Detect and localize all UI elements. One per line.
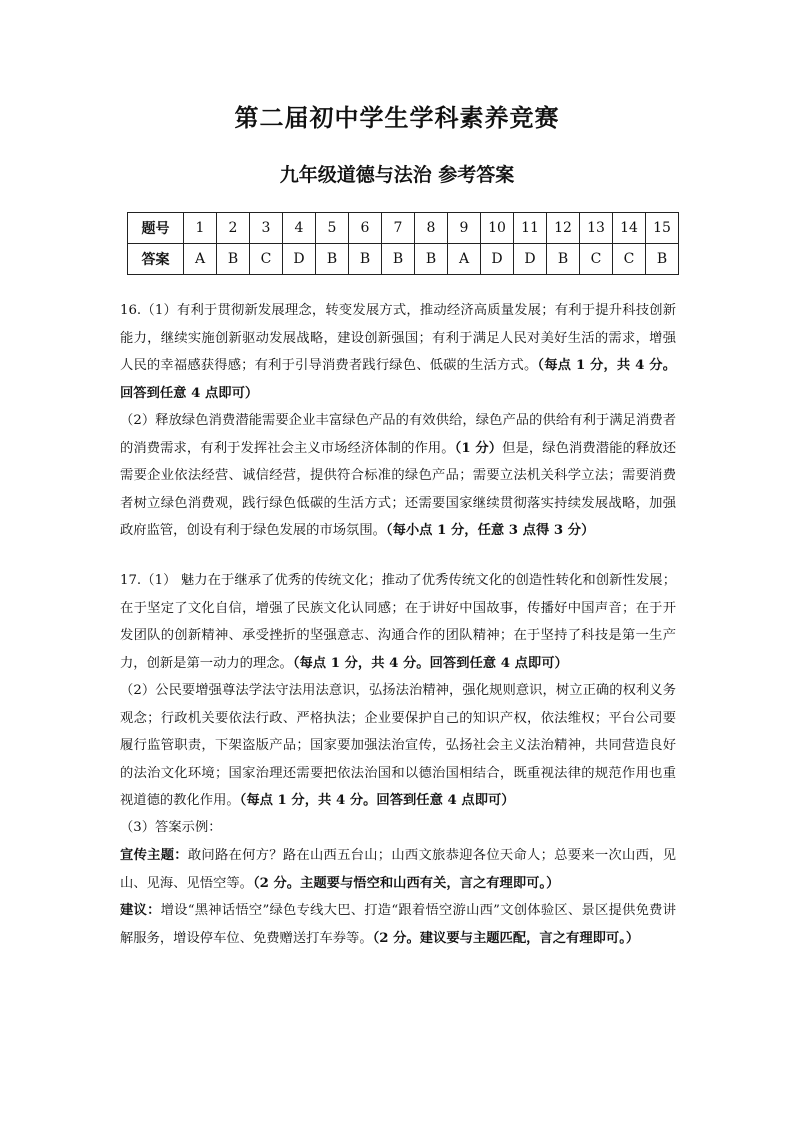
q17-part1-score: （每点 1 分，共 4 分。回答到任意 4 点即可） <box>292 655 568 671</box>
q16-part1 <box>120 297 676 407</box>
table-cell: D <box>514 244 547 275</box>
q16-part2-text2: 但是，绿色消费潜能的释放还需要企业依法经营、诚信经营，提供符合标准的绿色产品；需要立法机关科学立法；需要消费者树立绿色消费观，践行绿色低碳的生活方式；还需要国家继续贯彻落实持续发展战略，加强政府监管，创设有利于绿色发展的市场氛围。 <box>120 440 677 538</box>
table-cell: 14 <box>613 213 646 244</box>
theme-label: 宣传主题： <box>120 848 188 863</box>
table-cell: B <box>217 244 250 275</box>
page-subtitle: 九年级道德与法治 参考答案 <box>279 164 515 186</box>
table-cell: 7 <box>382 213 415 244</box>
table-cell: 3 <box>250 213 283 244</box>
q16-part1-text: 16.（1）有利于贯彻新发展理念，转变发展方式，推动经济高质量发展；有利于提升科技创新能力，继续实施创新驱动发展战略，建设创新强国；有利于满足人民对美好生活的需求，增强人民的幸福感获得感；有利于引导消费者践行绿色、低碳的生活方式。 <box>120 303 676 373</box>
suggest-label: 建议： <box>120 903 161 918</box>
table-cell: B <box>382 244 415 275</box>
q17-suggestion <box>120 897 676 952</box>
theme-text: 敢问路在何方？路在山西五台山；山西文旅恭迎各位天命人；总要来一次山西，见山、见海、见悟空等。 <box>120 848 677 891</box>
table-cell: C <box>580 244 613 275</box>
table-cell: 6 <box>349 213 382 244</box>
table-cell: B <box>349 244 382 275</box>
suggest-text: 增设“黑神话悟空”绿色专线大巴、打造“跟着悟空游山西”文创体验区、景区提供免费讲解服务，增设停车位、免费赠送打车券等。 <box>120 903 676 946</box>
answer-table <box>127 212 679 275</box>
q17-part1 <box>120 567 676 677</box>
table-cell: A <box>448 244 481 275</box>
table-cell: B <box>646 244 679 275</box>
table-cell: A <box>184 244 217 275</box>
q16-part2-text: （2）释放绿色消费潜能需要企业丰富绿色产品的有效供给，绿色产品的供给有利于满足消费者的消费需求，有利于发挥社会主义市场经济体制的作用。 <box>120 413 676 456</box>
table-row-answers <box>128 244 679 275</box>
q17-part1-text: 17.（1） 魅力在于继承了优秀的传统文化；推动了优秀传统文化的创造性转化和创新性发展；在于坚定了文化自信，增强了民族文化认同感；在于讲好中国故事，传播好中国声音；在于开发团队的创新精神、承受挫折的坚强意志、沟通合作的团队精神；在于坚持了科技是第一生产力，创新是第一动力的理念。 <box>120 573 676 671</box>
table-cell: 13 <box>580 213 613 244</box>
table-cell: 10 <box>481 213 514 244</box>
table-cell: C <box>250 244 283 275</box>
table-cell: 11 <box>514 213 547 244</box>
q16-part2 <box>120 407 676 545</box>
q17-theme <box>120 842 676 897</box>
table-cell: 15 <box>646 213 679 244</box>
q16-part1-score: （每点 1 分，共 4 分。回答到任意 4 点即可） <box>120 358 676 401</box>
table-cell: 9 <box>448 213 481 244</box>
table-cell: B <box>316 244 349 275</box>
table-cell: D <box>481 244 514 275</box>
table-cell: D <box>283 244 316 275</box>
table-header-number: 题号 <box>128 213 184 244</box>
q17-part2 <box>120 677 676 815</box>
table-cell: 12 <box>547 213 580 244</box>
table-cell: C <box>613 244 646 275</box>
table-header-answer: 答案 <box>128 244 184 275</box>
table-cell: 1 <box>184 213 217 244</box>
table-cell: 8 <box>415 213 448 244</box>
table-cell: 2 <box>217 213 250 244</box>
table-cell: 4 <box>283 213 316 244</box>
page-title: 第二届初中学生学科素养竞赛 <box>234 103 560 132</box>
q17-part3-heading: （3）答案示例： <box>120 820 222 835</box>
table-cell: 5 <box>316 213 349 244</box>
q16-part2-score1: （1 分） <box>454 440 503 456</box>
table-cell: B <box>415 244 448 275</box>
q17-part2-text: （2）公民要增强尊法学法守法用法意识，弘扬法治精神，强化规则意识，树立正确的权利义务观念；行政机关要依法行政、严格执法；企业要保护自己的知识产权，依法维权；平台公司要履行监管职责，下架盗版产品；国家要加强法治宣传，弘扬社会主义法治精神，共同营造良好的法治文化环境；国家治理还需要把依法治国和以德治国相结合，既重视法律的规范作用也重视道德的教化作用。 <box>120 683 676 808</box>
table-row-numbers <box>128 213 679 244</box>
suggest-score: （2 分。建议要与主题匹配，言之有理即可。） <box>372 930 640 946</box>
q16-part2-score2: （每小点 1 分，任意 3 点得 3 分） <box>385 523 595 538</box>
q17-part2-score: （每点 1 分，共 4 分。回答到任意 4 点即可） <box>239 793 515 808</box>
table-cell: B <box>547 244 580 275</box>
theme-score: （2 分。主题要与悟空和山西有关，言之有理即可。） <box>252 875 560 891</box>
